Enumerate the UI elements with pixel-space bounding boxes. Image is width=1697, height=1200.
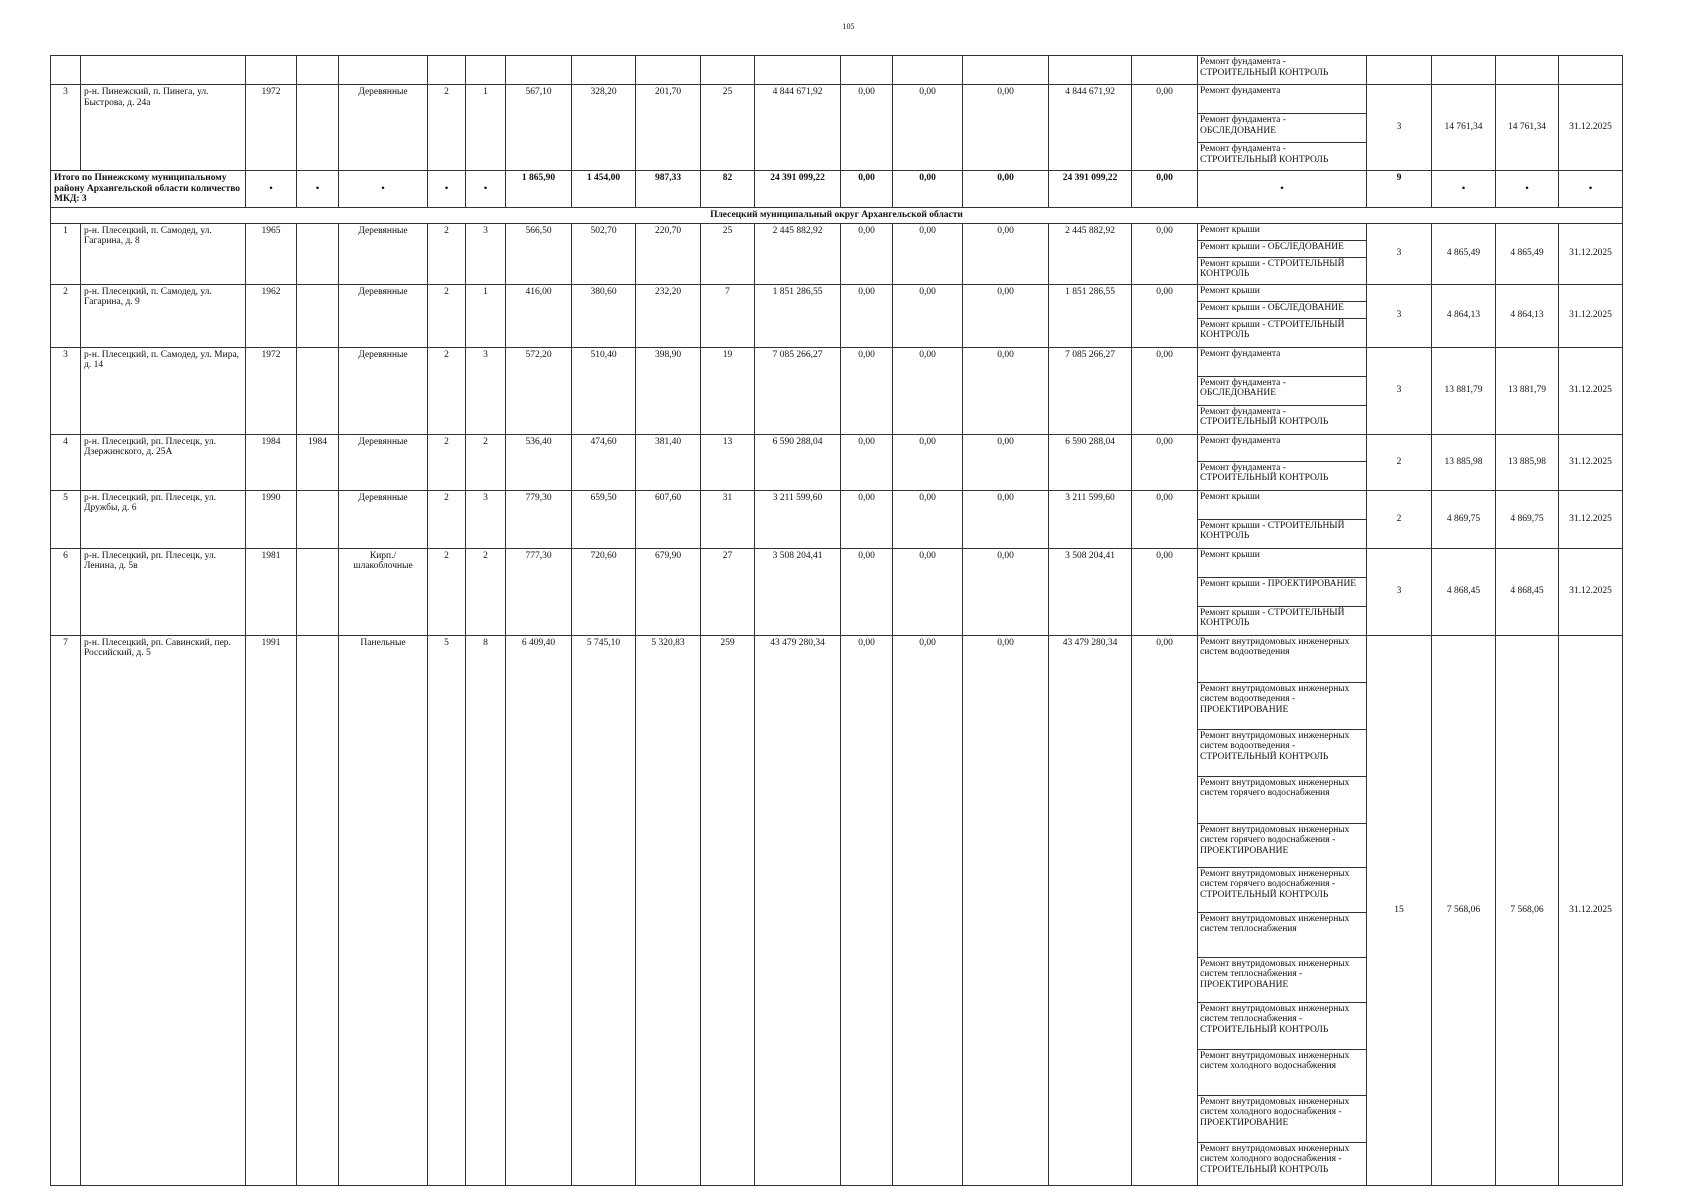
residents: 13 bbox=[701, 434, 755, 490]
fund-regional: 0,00 bbox=[893, 347, 963, 434]
row-number: 3 bbox=[51, 85, 81, 171]
table-row bbox=[51, 223, 1623, 284]
work-item: Ремонт внутридомовых инженерных систем горячего водоснабжения - СТРОИТЕЛЬНЫЙ КОНТРОЛЬ bbox=[1198, 867, 1366, 912]
work-list bbox=[1198, 491, 1366, 548]
fund-owners: 6 590 288,04 bbox=[1049, 434, 1132, 490]
area-owned: 381,40 bbox=[636, 434, 701, 490]
address: р-н. Плесецкий, рп. Савинский, пер. Российский, д. 5 bbox=[81, 635, 246, 1185]
year-built: 1965 bbox=[246, 223, 297, 284]
work-item: Ремонт внутридомовых инженерных систем водоотведения - СТРОИТЕЛЬНЫЙ КОНТРОЛЬ bbox=[1198, 729, 1366, 776]
fund-other: 0,00 bbox=[1132, 490, 1198, 548]
deadline: 31.12.2025 bbox=[1559, 85, 1623, 171]
cost-total: 7 085 266,27 bbox=[755, 347, 841, 434]
work-item: Ремонт крыши bbox=[1198, 549, 1366, 578]
deadline: 31.12.2025 bbox=[1559, 284, 1623, 347]
unit-cost: 13 885,98 bbox=[1432, 434, 1496, 490]
year-reconstructed bbox=[297, 635, 339, 1185]
total-cost: 24 391 099,22 bbox=[755, 171, 841, 208]
year-built: 1972 bbox=[246, 85, 297, 171]
work-list-cell bbox=[1198, 434, 1367, 490]
work-list-cell bbox=[1198, 635, 1367, 1185]
work-count: 3 bbox=[1367, 85, 1432, 171]
area-residential: 5 745,10 bbox=[572, 635, 636, 1185]
unit-cost: 4 864,13 bbox=[1432, 284, 1496, 347]
work-list bbox=[1198, 85, 1366, 170]
wall-material: Деревянные bbox=[339, 284, 428, 347]
fund-municipal: 0,00 bbox=[963, 635, 1049, 1185]
work-list-cell bbox=[1198, 284, 1367, 347]
residents: 27 bbox=[701, 548, 755, 635]
area-total: 536,40 bbox=[506, 434, 572, 490]
empty-cell bbox=[428, 56, 466, 85]
empty-cell bbox=[1559, 56, 1623, 85]
total-fund-other: 0,00 bbox=[1132, 171, 1198, 208]
work-count: 3 bbox=[1367, 284, 1432, 347]
row-number: 7 bbox=[51, 635, 81, 1185]
fund-federal: 0,00 bbox=[841, 284, 893, 347]
year-reconstructed bbox=[297, 347, 339, 434]
work-item: Ремонт внутридомовых инженерных систем горячего водоснабжения - ПРОЕКТИРОВАНИЕ bbox=[1198, 823, 1366, 867]
area-residential: 659,50 bbox=[572, 490, 636, 548]
total-limit-cost: • bbox=[1496, 171, 1559, 208]
empty-cell bbox=[755, 56, 841, 85]
floors: 2 bbox=[428, 347, 466, 434]
area-residential: 720,60 bbox=[572, 548, 636, 635]
work-list-cell bbox=[1198, 347, 1367, 434]
work-count: 2 bbox=[1367, 434, 1432, 490]
area-owned: 679,90 bbox=[636, 548, 701, 635]
work-list-cell bbox=[1198, 548, 1367, 635]
area-total: 777,30 bbox=[506, 548, 572, 635]
entrances: 3 bbox=[466, 347, 506, 434]
work-list bbox=[1198, 435, 1366, 490]
row-number: 5 bbox=[51, 490, 81, 548]
fund-federal: 0,00 bbox=[841, 490, 893, 548]
work-item: Ремонт фундамента bbox=[1198, 85, 1366, 114]
fund-municipal: 0,00 bbox=[963, 434, 1049, 490]
total-fund-owners: 24 391 099,22 bbox=[1049, 171, 1132, 208]
deadline: 31.12.2025 bbox=[1559, 223, 1623, 284]
fund-owners: 3 508 204,41 bbox=[1049, 548, 1132, 635]
work-count: 3 bbox=[1367, 223, 1432, 284]
work-item: Ремонт фундамента - ОБСЛЕДОВАНИЕ bbox=[1198, 376, 1366, 405]
table-row bbox=[51, 85, 1623, 171]
continuation-row bbox=[51, 56, 1623, 85]
unit-cost: 14 761,34 bbox=[1432, 85, 1496, 171]
cost-total: 3 211 599,60 bbox=[755, 490, 841, 548]
fund-other: 0,00 bbox=[1132, 434, 1198, 490]
fund-owners: 2 445 882,92 bbox=[1049, 223, 1132, 284]
fund-other: 0,00 bbox=[1132, 284, 1198, 347]
area-total: 567,10 bbox=[506, 85, 572, 171]
capital-repair-table bbox=[50, 55, 1623, 1186]
year-built: 1962 bbox=[246, 284, 297, 347]
entrances: 8 bbox=[466, 635, 506, 1185]
residents: 25 bbox=[701, 223, 755, 284]
fund-federal: 0,00 bbox=[841, 85, 893, 171]
fund-other: 0,00 bbox=[1132, 223, 1198, 284]
fund-municipal: 0,00 bbox=[963, 223, 1049, 284]
floors: 2 bbox=[428, 223, 466, 284]
work-item: Ремонт крыши bbox=[1198, 491, 1366, 520]
cost-total: 3 508 204,41 bbox=[755, 548, 841, 635]
area-owned: 201,70 bbox=[636, 85, 701, 171]
work-item: Ремонт крыши - ПРОЕКТИРОВАНИЕ bbox=[1198, 577, 1366, 606]
empty-cell bbox=[572, 56, 636, 85]
work-item: Ремонт крыши - СТРОИТЕЛЬНЫЙ КОНТРОЛЬ bbox=[1200, 258, 1345, 280]
area-residential: 502,70 bbox=[572, 223, 636, 284]
fund-federal: 0,00 bbox=[841, 434, 893, 490]
empty-cell bbox=[339, 56, 428, 85]
residents: 259 bbox=[701, 635, 755, 1185]
empty-cell bbox=[466, 56, 506, 85]
residents: 25 bbox=[701, 85, 755, 171]
table-body bbox=[51, 56, 1623, 1186]
work-item: Ремонт фундамента bbox=[1198, 435, 1366, 462]
entrances: 2 bbox=[466, 434, 506, 490]
empty-cell bbox=[701, 56, 755, 85]
table-row bbox=[51, 635, 1623, 1185]
area-total: 779,30 bbox=[506, 490, 572, 548]
wall-material: Деревянные bbox=[339, 347, 428, 434]
wall-material: Кирп./ шлакоблочные bbox=[339, 548, 428, 635]
work-list-cell bbox=[1198, 56, 1367, 85]
row-number: 1 bbox=[51, 223, 81, 284]
wall-material: Панельные bbox=[339, 635, 428, 1185]
total-row bbox=[51, 171, 1623, 208]
cost-total: 2 445 882,92 bbox=[755, 223, 841, 284]
year-built: 1990 bbox=[246, 490, 297, 548]
area-owned: 220,70 bbox=[636, 223, 701, 284]
work-count: 15 bbox=[1367, 635, 1432, 1185]
fund-owners: 3 211 599,60 bbox=[1049, 490, 1132, 548]
year-built: 1981 bbox=[246, 548, 297, 635]
empty-cell bbox=[246, 56, 297, 85]
total-bullet: • bbox=[466, 171, 506, 208]
empty-cell bbox=[297, 56, 339, 85]
fund-regional: 0,00 bbox=[893, 223, 963, 284]
empty-cell bbox=[1432, 56, 1496, 85]
entrances: 1 bbox=[466, 85, 506, 171]
area-total: 572,20 bbox=[506, 347, 572, 434]
fund-other: 0,00 bbox=[1132, 347, 1198, 434]
work-item: Ремонт крыши bbox=[1198, 285, 1366, 302]
fund-municipal: 0,00 bbox=[963, 548, 1049, 635]
fund-other: 0,00 bbox=[1132, 548, 1198, 635]
work-item: Ремонт внутридомовых инженерных систем теплоснабжения bbox=[1198, 912, 1366, 957]
page-number: 105 bbox=[842, 22, 855, 31]
work-list bbox=[1198, 348, 1366, 434]
wall-material: Деревянные bbox=[339, 223, 428, 284]
floors: 2 bbox=[428, 548, 466, 635]
address: р-н. Пинежский, п. Пинега, ул. Быстрова, д. 24а bbox=[81, 85, 246, 171]
deadline: 31.12.2025 bbox=[1559, 635, 1623, 1185]
fund-regional: 0,00 bbox=[893, 490, 963, 548]
empty-cell bbox=[841, 56, 893, 85]
unit-cost: 4 869,75 bbox=[1432, 490, 1496, 548]
year-built: 1972 bbox=[246, 347, 297, 434]
year-reconstructed bbox=[297, 490, 339, 548]
address: р-н. Плесецкий, п. Самодед, ул. Мира, д. 14 bbox=[81, 347, 246, 434]
floors: 2 bbox=[428, 85, 466, 171]
wall-material: Деревянные bbox=[339, 434, 428, 490]
empty-cell bbox=[51, 56, 81, 85]
total-fund-municipal: 0,00 bbox=[963, 171, 1049, 208]
residents: 7 bbox=[701, 284, 755, 347]
total-area-owned: 987,33 bbox=[636, 171, 701, 208]
cost-total: 43 479 280,34 bbox=[755, 635, 841, 1185]
unit-cost: 4 868,45 bbox=[1432, 548, 1496, 635]
unit-cost: 13 881,79 bbox=[1432, 347, 1496, 434]
limit-cost: 14 761,34 bbox=[1496, 85, 1559, 171]
section-title: Плесецкий муниципальный округ Архангельской области bbox=[51, 207, 1623, 223]
address: р-н. Плесецкий, п. Самодед, ул. Гагарина, д. 8 bbox=[81, 223, 246, 284]
floors: 2 bbox=[428, 284, 466, 347]
empty-cell bbox=[893, 56, 963, 85]
work-item: Ремонт внутридомовых инженерных систем водоотведения bbox=[1198, 636, 1366, 683]
fund-regional: 0,00 bbox=[893, 284, 963, 347]
total-area-total: 1 865,90 bbox=[506, 171, 572, 208]
year-reconstructed bbox=[297, 284, 339, 347]
area-total: 416,00 bbox=[506, 284, 572, 347]
work-list bbox=[1198, 636, 1366, 1185]
table-row bbox=[51, 548, 1623, 635]
total-deadline: • bbox=[1559, 171, 1623, 208]
fund-federal: 0,00 bbox=[841, 223, 893, 284]
total-bullet: • bbox=[428, 171, 466, 208]
fund-municipal: 0,00 bbox=[963, 85, 1049, 171]
limit-cost: 4 869,75 bbox=[1496, 490, 1559, 548]
limit-cost: 4 864,13 bbox=[1496, 284, 1559, 347]
area-residential: 380,60 bbox=[572, 284, 636, 347]
work-list bbox=[1198, 549, 1366, 635]
total-bullet: • bbox=[297, 171, 339, 208]
row-number: 2 bbox=[51, 284, 81, 347]
table-row bbox=[51, 284, 1623, 347]
fund-federal: 0,00 bbox=[841, 548, 893, 635]
empty-cell bbox=[81, 56, 246, 85]
work-item: Ремонт крыши bbox=[1198, 224, 1366, 241]
total-unit-cost: • bbox=[1432, 171, 1496, 208]
fund-owners: 7 085 266,27 bbox=[1049, 347, 1132, 434]
area-residential: 474,60 bbox=[572, 434, 636, 490]
deadline: 31.12.2025 bbox=[1559, 434, 1623, 490]
wall-material: Деревянные bbox=[339, 490, 428, 548]
unit-cost: 7 568,06 bbox=[1432, 635, 1496, 1185]
work-list-cell bbox=[1198, 85, 1367, 171]
empty-cell bbox=[1367, 56, 1432, 85]
fund-regional: 0,00 bbox=[893, 548, 963, 635]
area-total: 566,50 bbox=[506, 223, 572, 284]
area-total: 6 409,40 bbox=[506, 635, 572, 1185]
row-number: 6 bbox=[51, 548, 81, 635]
work-count: 3 bbox=[1367, 548, 1432, 635]
deadline: 31.12.2025 bbox=[1559, 347, 1623, 434]
floors: 2 bbox=[428, 434, 466, 490]
work-list bbox=[1198, 224, 1366, 284]
table-row bbox=[51, 434, 1623, 490]
work-item: Ремонт фундамента - СТРОИТЕЛЬНЫЙ КОНТРОЛЬ bbox=[1200, 144, 1329, 165]
area-owned: 232,20 bbox=[636, 284, 701, 347]
fund-municipal: 0,00 bbox=[963, 284, 1049, 347]
address: р-н. Плесецкий, рп. Плесецк, ул. Ленина, д. 5в bbox=[81, 548, 246, 635]
address: р-н. Плесецкий, рп. Плесецк, ул. Дзержинского, д. 25А bbox=[81, 434, 246, 490]
fund-municipal: 0,00 bbox=[963, 490, 1049, 548]
total-count: 9 bbox=[1367, 171, 1432, 208]
fund-regional: 0,00 bbox=[893, 635, 963, 1185]
work-item: Ремонт внутридомовых инженерных систем горячего водоснабжения bbox=[1198, 776, 1366, 823]
work-count: 3 bbox=[1367, 347, 1432, 434]
limit-cost: 4 868,45 bbox=[1496, 548, 1559, 635]
entrances: 3 bbox=[466, 223, 506, 284]
year-reconstructed bbox=[297, 223, 339, 284]
row-number: 4 bbox=[51, 434, 81, 490]
work-item: Ремонт крыши - СТРОИТЕЛЬНЫЙ КОНТРОЛЬ bbox=[1200, 607, 1345, 629]
cost-total: 6 590 288,04 bbox=[755, 434, 841, 490]
area-owned: 5 320,83 bbox=[636, 635, 701, 1185]
year-reconstructed bbox=[297, 85, 339, 171]
total-residents: 82 bbox=[701, 171, 755, 208]
wall-material: Деревянные bbox=[339, 85, 428, 171]
unit-cost: 4 865,49 bbox=[1432, 223, 1496, 284]
fund-federal: 0,00 bbox=[841, 635, 893, 1185]
year-reconstructed bbox=[297, 548, 339, 635]
limit-cost: 13 885,98 bbox=[1496, 434, 1559, 490]
total-fund-federal: 0,00 bbox=[841, 171, 893, 208]
fund-federal: 0,00 bbox=[841, 347, 893, 434]
work-item: Ремонт внутридомовых инженерных систем холодного водоснабжения bbox=[1198, 1049, 1366, 1095]
work-item: Ремонт крыши - СТРОИТЕЛЬНЫЙ КОНТРОЛЬ bbox=[1200, 520, 1345, 542]
total-bullet: • bbox=[339, 171, 428, 208]
floors: 2 bbox=[428, 490, 466, 548]
empty-cell bbox=[1496, 56, 1559, 85]
cost-total: 1 851 286,55 bbox=[755, 284, 841, 347]
total-bullet: • bbox=[246, 171, 297, 208]
floors: 5 bbox=[428, 635, 466, 1185]
fund-municipal: 0,00 bbox=[963, 347, 1049, 434]
section-header-row bbox=[51, 207, 1623, 223]
residents: 19 bbox=[701, 347, 755, 434]
fund-owners: 4 844 671,92 bbox=[1049, 85, 1132, 171]
fund-other: 0,00 bbox=[1132, 85, 1198, 171]
address: р-н. Плесецкий, п. Самодед, ул. Гагарина, д. 9 bbox=[81, 284, 246, 347]
empty-cell bbox=[963, 56, 1049, 85]
work-item: Ремонт фундамента - ОБСЛЕДОВАНИЕ bbox=[1198, 114, 1366, 143]
empty-cell bbox=[636, 56, 701, 85]
total-label: Итого по Пинежскому муниципальному району Архангельской области количество МКД: 3 bbox=[51, 171, 246, 208]
work-item: Ремонт внутридомовых инженерных систем холодного водоснабжения - СТРОИТЕЛЬНЫЙ КОНТРОЛЬ bbox=[1200, 1143, 1350, 1175]
work-item: Ремонт крыши - ОБСЛЕДОВАНИЕ bbox=[1198, 240, 1366, 257]
work-list-cell bbox=[1198, 490, 1367, 548]
work-item: Ремонт крыши - СТРОИТЕЛЬНЫЙ КОНТРОЛЬ bbox=[1200, 319, 1345, 341]
entrances: 3 bbox=[466, 490, 506, 548]
limit-cost: 7 568,06 bbox=[1496, 635, 1559, 1185]
year-reconstructed: 1984 bbox=[297, 434, 339, 490]
empty-cell bbox=[506, 56, 572, 85]
work-item: Ремонт внутридомовых инженерных систем водоотведения - ПРОЕКТИРОВАНИЕ bbox=[1198, 682, 1366, 729]
deadline: 31.12.2025 bbox=[1559, 490, 1623, 548]
table-row bbox=[51, 490, 1623, 548]
work-item: Ремонт фундамента - СТРОИТЕЛЬНЫЙ КОНТРОЛЬ bbox=[1200, 57, 1329, 78]
work-item: Ремонт внутридомовых инженерных систем теплоснабжения - ПРОЕКТИРОВАНИЕ bbox=[1198, 957, 1366, 1002]
work-item: Ремонт фундамента - СТРОИТЕЛЬНЫЙ КОНТРОЛЬ bbox=[1200, 462, 1329, 484]
address: р-н. Плесецкий, рп. Плесецк, ул. Дружбы, д. 6 bbox=[81, 490, 246, 548]
deadline: 31.12.2025 bbox=[1559, 548, 1623, 635]
work-list bbox=[1198, 285, 1366, 347]
area-owned: 398,90 bbox=[636, 347, 701, 434]
entrances: 1 bbox=[466, 284, 506, 347]
area-owned: 607,60 bbox=[636, 490, 701, 548]
work-item: Ремонт крыши - ОБСЛЕДОВАНИЕ bbox=[1198, 301, 1366, 318]
work-list-cell bbox=[1198, 223, 1367, 284]
fund-other: 0,00 bbox=[1132, 635, 1198, 1185]
limit-cost: 4 865,49 bbox=[1496, 223, 1559, 284]
empty-cell bbox=[1049, 56, 1132, 85]
work-count: 2 bbox=[1367, 490, 1432, 548]
fund-regional: 0,00 bbox=[893, 434, 963, 490]
work-item: Ремонт внутридомовых инженерных систем теплоснабжения - СТРОИТЕЛЬНЫЙ КОНТРОЛЬ bbox=[1198, 1002, 1366, 1049]
residents: 31 bbox=[701, 490, 755, 548]
table-row bbox=[51, 347, 1623, 434]
fund-owners: 1 851 286,55 bbox=[1049, 284, 1132, 347]
fund-regional: 0,00 bbox=[893, 85, 963, 171]
work-item: Ремонт фундамента bbox=[1198, 348, 1366, 377]
row-number: 3 bbox=[51, 347, 81, 434]
area-residential: 328,20 bbox=[572, 85, 636, 171]
work-item: Ремонт фундамента - СТРОИТЕЛЬНЫЙ КОНТРОЛЬ bbox=[1200, 406, 1329, 428]
area-residential: 510,40 bbox=[572, 347, 636, 434]
entrances: 2 bbox=[466, 548, 506, 635]
total-fund-regional: 0,00 bbox=[893, 171, 963, 208]
work-item: Ремонт внутридомовых инженерных систем холодного водоснабжения - ПРОЕКТИРОВАНИЕ bbox=[1198, 1095, 1366, 1142]
empty-cell bbox=[1132, 56, 1198, 85]
total-work: • bbox=[1198, 171, 1367, 208]
cost-total: 4 844 671,92 bbox=[755, 85, 841, 171]
total-area-residential: 1 454,00 bbox=[572, 171, 636, 208]
work-list bbox=[1198, 56, 1366, 84]
year-built: 1991 bbox=[246, 635, 297, 1185]
limit-cost: 13 881,79 bbox=[1496, 347, 1559, 434]
year-built: 1984 bbox=[246, 434, 297, 490]
fund-owners: 43 479 280,34 bbox=[1049, 635, 1132, 1185]
